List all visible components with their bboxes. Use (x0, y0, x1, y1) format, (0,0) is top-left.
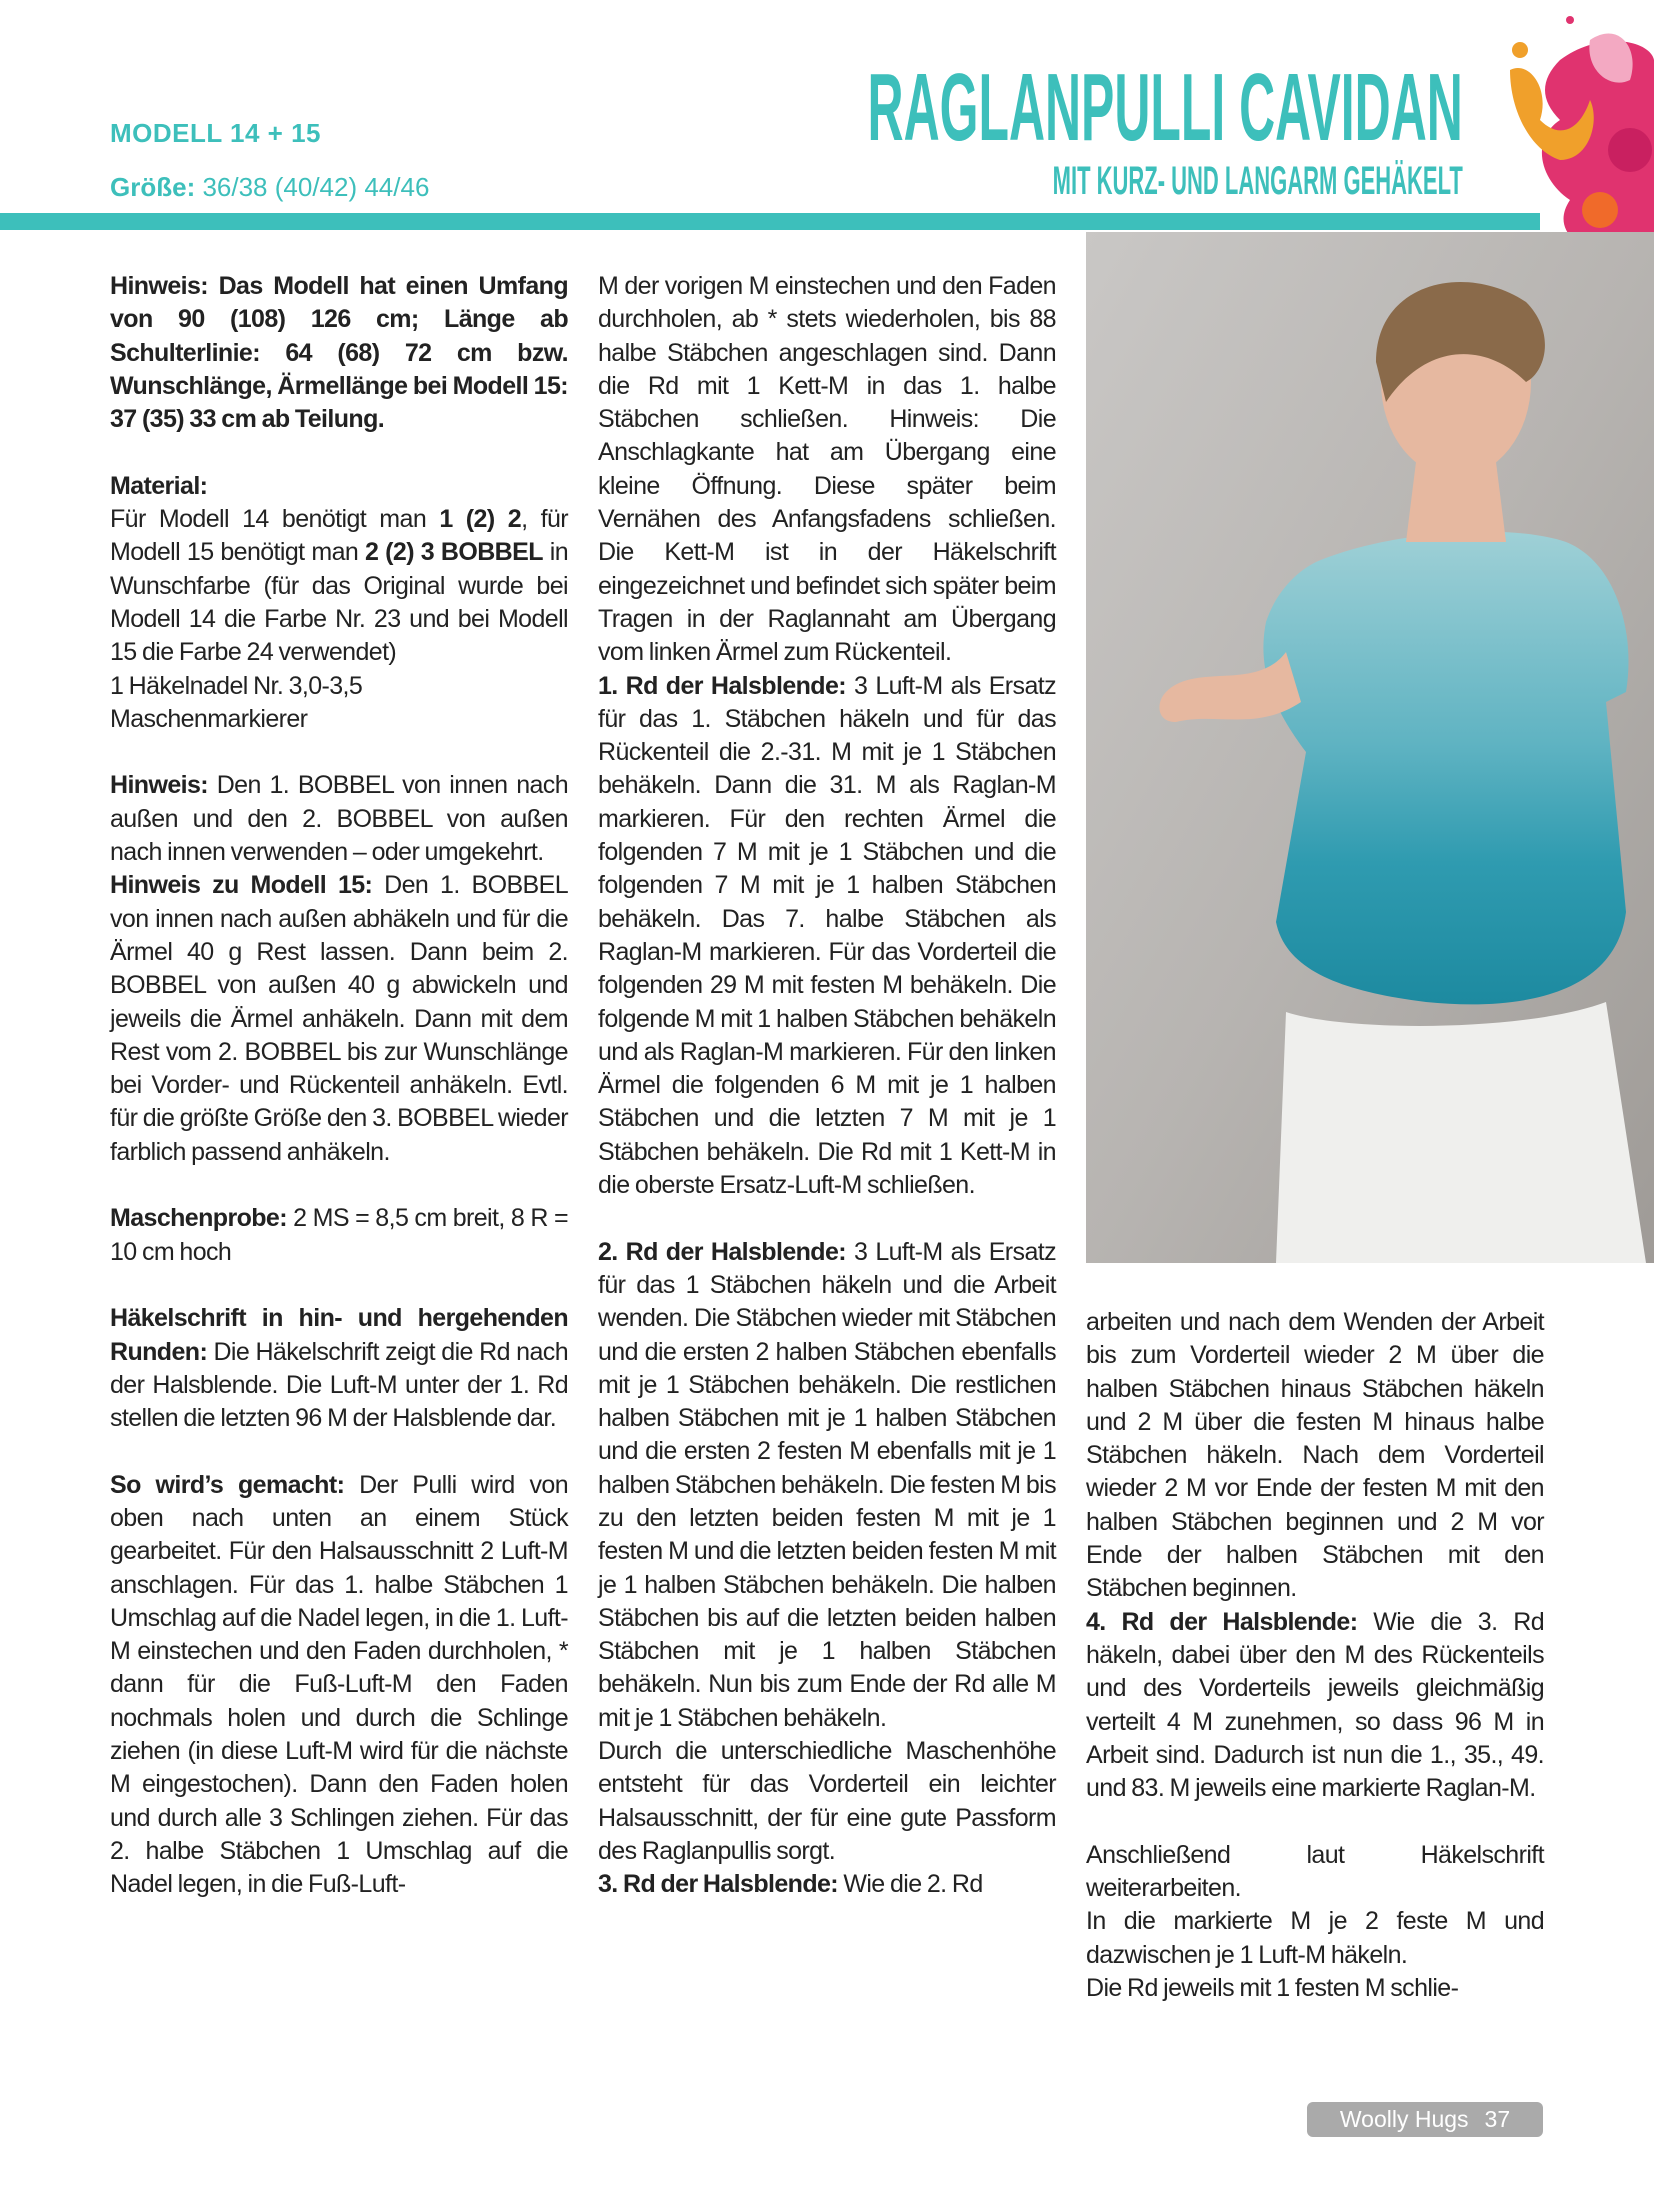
text-column-1 (110, 270, 568, 1902)
paragraph (598, 1868, 1056, 1901)
bold-text: Hinweis: (110, 771, 208, 800)
text-column-2 (598, 270, 1056, 1902)
header-divider-bar (0, 213, 1540, 230)
paragraph (598, 270, 1056, 670)
body-text: M der vorigen M einstechen und den Faden durchholen, ab * stets wiederholen, bis 88 halbe Stäbchen angeschlagen sind. Dann die Rd mit 1 Kett-M in das 1. halbe Stäbchen schließen. Hinweis: Die Anschlagkante hat am Übergang eine kleine Öffnung. Diese später beim Vernähen des Anfangsfadens schließen. Die Kett-M ist in der Häkelschrift eingezeichnet und befindet sich später beim Tragen in der Raglannaht am Übergang vom linken Ärmel zum Rückenteil. (598, 272, 1056, 667)
body-text: In die markierte M je 2 feste M und dazwischen je 1 Luft-M häkeln. (1086, 1907, 1544, 1969)
body-text: , für Modell 15 benötigt man (110, 505, 568, 567)
body-text: in Wunschfarbe (für das Original wurde bei Modell 14 die Farbe Nr. 23 und bei Modell 15 die Farbe 24 verwendet) (110, 538, 568, 667)
bold-text: Material: (110, 471, 208, 500)
paragraph (1086, 1306, 1544, 1606)
paragraph (1086, 1972, 1544, 2005)
body-text: 2 MS = 8,5 cm breit, 8 R = 10 cm hoch (110, 1204, 568, 1266)
bold-text: Hinweis: Das Modell hat einen Umfang von 90 (108) 126 cm; Länge ab Schulterlinie: 64 (68) 72 cm bzw. Wunschlänge, Ärmellänge bei Modell 15: 37 (35) 33 cm ab Teilung. (110, 272, 568, 434)
paragraph (598, 1236, 1056, 1735)
model-photo (1086, 232, 1654, 1263)
paragraph (110, 703, 568, 736)
bold-text: 1 (2) 2 (439, 505, 522, 534)
body-text: Der Pulli wird von oben nach unten an einem Stück gearbeitet. Für den Halsausschnitt 2 Luft-M anschlagen. Für das 1. halbe Stäbchen 1 Umschlag auf die Nadel legen, in die 1. Luft-M einstechen und den Faden durchholen, * dann für die Fuß-Luft-M den Faden nochmals holen und durch die Schlinge ziehen (in diese Luft-M wird für die nächste M eingestochen). Dann den Faden holen und durch alle 3 Schlingen ziehen. Für das 2. halbe Stäbchen 1 Umschlag auf die Nadel legen, in die Fuß-Luft- (110, 1470, 569, 1899)
bold-text: Hinweis zu Modell 15: (110, 871, 373, 900)
page-number: 37 (1484, 2106, 1511, 2132)
body-text: arbeiten und nach dem Wenden der Arbeit bis zum Vorderteil wieder 2 M über die halben Stäbchen hinaus Stäbchen häkeln und 2 M über die festen M hinaus halbe Stäbchen häkeln. Nach dem Vorderteil wieder 2 M vor Ende der festen M mit den halben Stäbchen beginnen und 2 M vor Ende der halben Stäbchen mit den Stäbchen beginnen. (1086, 1308, 1544, 1603)
text-column-3 (1086, 1306, 1544, 2005)
paragraph (110, 503, 568, 669)
bold-text: 3. Rd der Halsblende: (598, 1870, 839, 1899)
page-footer (1307, 2102, 1543, 2137)
page-title: RAGLANPULLI CAVIDAN (867, 54, 1463, 161)
paragraph (1086, 1839, 1544, 1906)
body-text: Maschenmarkierer (110, 704, 308, 733)
bold-text: Häkelschrift in hin- und hergehenden Runden: (110, 1304, 568, 1366)
paragraph (110, 1202, 568, 1269)
bold-text: So wird’s gemacht: (110, 1470, 345, 1499)
paragraph (110, 869, 568, 1169)
page-subtitle: MIT KURZ- UND LANGARM GEHÄKELT (1052, 159, 1463, 203)
paragraph (110, 470, 568, 503)
paragraph (110, 1469, 568, 1902)
size-label: Größe: (110, 172, 196, 202)
bold-text: 2 (2) 3 BOBBEL (365, 538, 543, 567)
body-text: Wie die 2. Rd (838, 1870, 983, 1899)
body-text: Die Rd jeweils mit 1 festen M schlie- (1086, 1973, 1459, 2002)
size-value: 36/38 (40/42) 44/46 (195, 172, 430, 202)
paragraph (110, 1302, 568, 1435)
body-text: Für Modell 14 benötigt man (110, 505, 440, 534)
paragraph (1086, 1905, 1544, 1972)
paragraph (110, 670, 568, 703)
paragraph (598, 1735, 1056, 1868)
body-text: Durch die unterschiedliche Maschenhöhe entsteht für das Vorderteil ein leichter Halsausschnitt, der für eine gute Passform des Raglanpullis sorgt. (598, 1737, 1056, 1865)
magazine-name: Woolly Hugs (1339, 2106, 1469, 2132)
paragraph (110, 769, 568, 869)
paragraph (1086, 1606, 1544, 1806)
body-text: 3 Luft-M als Ersatz für das 1. Stäbchen häkeln und für das Rückenteil die 2.-31. M mit je 1 Stäbchen behäkeln. Dann die 31. M als Raglan-M markieren. Für den rechten Ärmel die folgenden 7 M mit je 1 Stäbchen und die folgenden 7 M mit je 1 halben Stäbchen behäkeln. Das 7. halbe Stäbchen als Raglan-M markieren. Für das Vorderteil die folgenden 29 M mit festen M behäkeln. Die folgende M mit 1 halben Stäbchen behäkeln und als Raglan-M markieren. Für den linken Ärmel die folgenden 6 M mit je 1 halben Stäbchen und die letzten 7 M mit je 1 Stäbchen behäkeln. Die Rd mit 1 Kett-M in die oberste Ersatz-Luft-M schließen. (598, 671, 1056, 1200)
body-text: Die Häkelschrift zeigt die Rd nach der Halsblende. Die Luft-M unter der 1. Rd stellen die letzten 96 M der Halsblende dar. (110, 1337, 568, 1433)
body-text: Den 1. BOBBEL von innen nach außen abhäkeln und für die Ärmel 40 g Rest lassen. Dann beim 2. BOBBEL von außen 40 g abwickeln und jeweils die Ärmel anhäkeln. Dann mit dem Rest vom 2. BOBBEL bis zur Wunschlänge bei Vorder- und Rückenteil anhäkeln. Evtl. für die größte Größe den 3. BOBBEL wieder farblich passend anhäkeln. (110, 871, 569, 1166)
bold-text: 2. Rd der Halsblende: (598, 1237, 846, 1266)
model-number: MODELL 14 + 15 (110, 118, 321, 148)
body-text: Den 1. BOBBEL von innen nach außen und den 2. BOBBEL von außen nach innen verwenden – oder umgekehrt. (110, 771, 568, 867)
paragraph (598, 670, 1056, 1203)
paragraph (110, 270, 568, 436)
bold-text: 4. Rd der Halsblende: (1086, 1607, 1358, 1636)
bold-text: 1. Rd der Halsblende: (598, 671, 846, 700)
body-text: 3 Luft-M als Ersatz für das 1 Stäbchen häkeln und die Arbeit wenden. Die Stäbchen wieder mit Stäbchen und die ersten 2 halben Stäbchen ebenfalls mit je 1 Stäbchen behäkeln. Die restlichen halben Stäbchen mit je 1 halben Stäbchen und die ersten 2 festen M ebenfalls mit je 1 halben Stäbchen behäkeln. Die festen M bis zu den letzten beiden festen M mit je 1 festen M und die letzten beiden festen M mit je 1 halben Stäbchen behäkeln. Die halben Stäbchen bis auf die letzten beiden halben Stäbchen mit je 1 halben Stäbchen behäkeln. Nun bis zum Ende der Rd alle M mit je 1 Stäbchen behäkeln. (598, 1237, 1057, 1732)
size-info (110, 172, 429, 203)
bold-text: Maschenprobe: (110, 1204, 287, 1233)
body-text: Wie die 3. Rd häkeln, dabei über den M des Rückenteils und des Vorderteils jeweils gleichmäßig verteilt 4 M zunehmen, so dass 96 M in Arbeit sind. Dadurch ist nun die 1., 35., 49. und 83. M jeweils eine markierte Raglan-M. (1086, 1607, 1545, 1803)
body-text: 1 Häkelnadel Nr. 3,0-3,5 (110, 671, 363, 700)
body-text: Anschließend laut Häkelschrift weiterarbeiten. (1086, 1840, 1544, 1903)
